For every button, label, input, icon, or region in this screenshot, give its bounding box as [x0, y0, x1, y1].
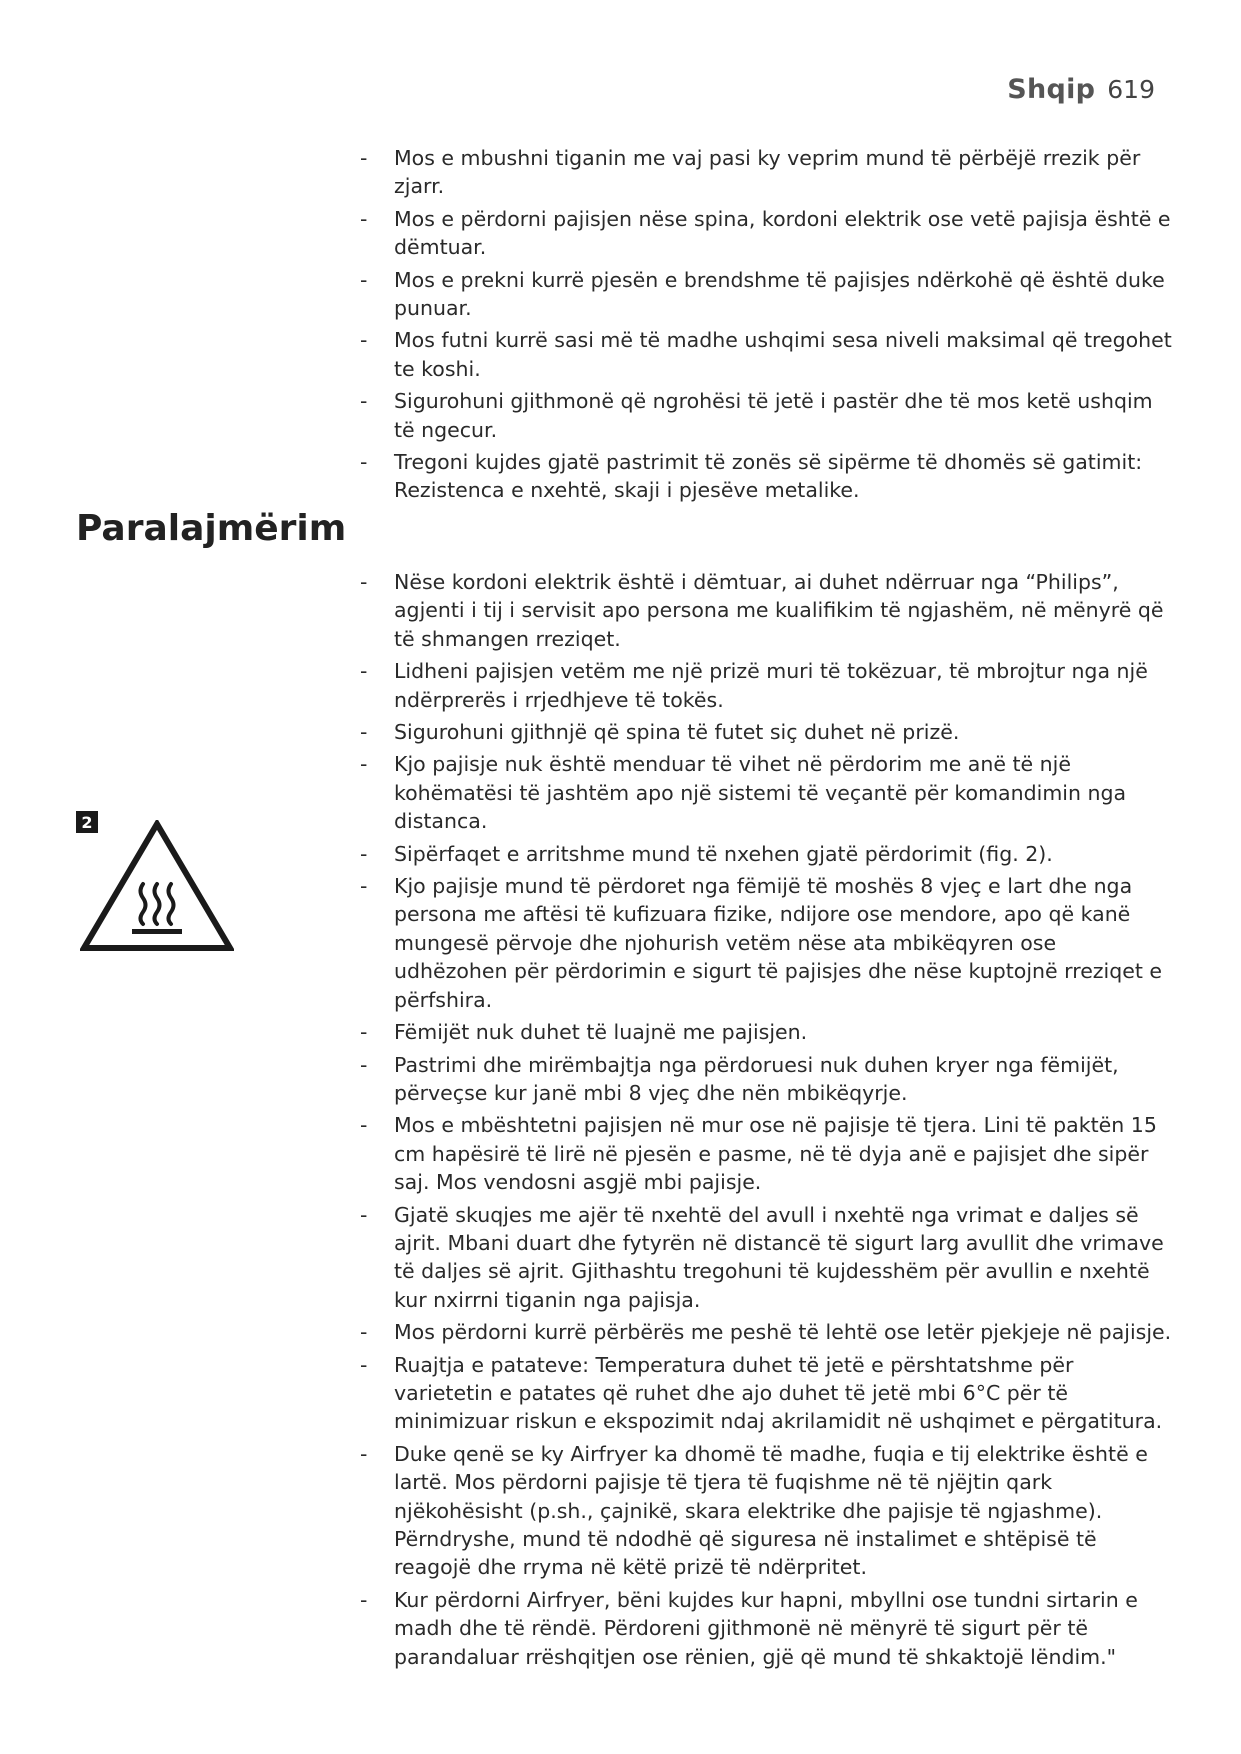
list-item: - Sigurohuni gjithmonë që ngrohësi të jetë i pastër dhe të mos ketë ushqim të ngecur. — [360, 389, 1153, 442]
list-item: - Kjo pajisje nuk është menduar të vihet në përdorim me anë të një kohëmatësi të jashtëm apo një sistemi të veçantë për komandimin nga distanca. — [360, 752, 1127, 834]
list-item: - Ruajtja e patateve: Temperatura duhet të jetë e përshtatshme për varietetin e patates që ruhet dhe ajo duhet të jetë mbi 6°C për të minimizuar riskun e ekspozimit ndaj akrilamidit në ushqimet e përgatitura. — [360, 1352, 1163, 1434]
list-item: - Mos e prekni kurrë pjesën e brendshme të pajisjes ndërkohë që është duke punuar. — [360, 267, 1165, 321]
list-item: - Mos e përdorni pajisjen nëse spina, kordoni elektrik ose vetë pajisja është e dëmtuar. — [360, 206, 1171, 260]
list-item: - Kjo pajisje mund të përdoret nga fëmijë të moshës 8 vjeç e lart dhe nga persona me aftësi të kufizuara fizike, ndijore ose mendore, apo që kanë mungesë përvoje dhe njohurish vetëm nëse ata mbikëqyren ose udhëzohen për përdorimin e sigurt të pajisjes dhe nëse kuptojnë rreziqet e përfshira. — [360, 874, 1163, 1012]
list-item: - Lidheni pajisjen vetëm me një prizë muri të tokëzuar, të mbrojtur nga një ndërprerës i rrjedhjeve të tokës. — [360, 659, 1148, 712]
page-header — [1007, 74, 1155, 105]
list-item: - Sigurohuni gjithnjë që spina të futet siç duhet në prizë. — [360, 720, 960, 745]
safety-list-top — [360, 144, 1172, 509]
list-item: - Fëmijët nuk duhet të luajnë me pajisjen. — [360, 1020, 808, 1045]
list-item: - Mos e mbushni tiganin me vaj pasi ky veprim mund të përbëjë rrezik për zjarr. — [360, 146, 1141, 199]
list-item: - Mos përdorni kurrë përbërës me peshë të lehtë ose letër pjekjeje në pajisje. — [360, 1320, 1172, 1345]
hot-surface-warning-icon — [80, 820, 234, 954]
section-title-warning: Paralajmërim — [76, 508, 347, 549]
list-item: - Pastrimi dhe mirëmbajtja nga përdoruesi nuk duhen kryer nga fëmijët, përveçse kur janë mbi 8 vjeç dhe nën mbikëqyrje. — [360, 1052, 1119, 1105]
warning-list — [360, 568, 1172, 1675]
list-item: - Mos e mbështetni pajisjen në mur ose në pajisje të tjera. Lini të paktën 15 cm hapësirë të lirë në pjesën e pasme, në të dyja anë e pajisjet dhe sipër saj. Mos vendosni asgjë mbi pajisje. — [360, 1113, 1157, 1195]
page-number: 619 — [1107, 75, 1155, 104]
list-item: - Nëse kordoni elektrik është i dëmtuar, ai duhet ndërruar nga “Philips”, agjenti i tij i servisit apo persona me kualifikim të ngjashëm, në mënyrë që të shmangen rreziqet. — [360, 570, 1164, 651]
list-item: - Sipërfaqet e arritshme mund të nxehen gjatë përdorimit (fig. 2). — [360, 841, 1053, 866]
list-item: - Mos futni kurrë sasi më të madhe ushqimi sesa niveli maksimal që tregohet te koshi. — [360, 328, 1172, 381]
figure-label: 2 — [76, 811, 98, 833]
list-item: - Tregoni kujdes gjatë pastrimit të zonës së sipërme të dhomës së gatimit: Rezistenca e nxehtë, skaji i pjesëve metalike. — [360, 450, 1143, 503]
header-language: Shqip — [1007, 74, 1096, 105]
list-item: - Duke qenë se ky Airfryer ka dhomë të madhe, fuqia e tij elektrike është e lartë. Mos përdorni pajisje të tjera të fuqishme në të njëjtin qark njëkohësisht (p.sh., çajnikë, skara elektrike dhe pajisje të ngjashme). Përndryshe, mund të ndodhë që siguresa në instalimet e shtëpisë të reagojë dhe rryma në këtë prizë të ndërpritet. — [360, 1441, 1148, 1580]
list-item: - Kur përdorni Airfryer, bëni kujdes kur hapni, mbyllni ose tundni sirtarin e madh dhe të rëndë. Përdoreni gjithmonë në mënyrë të sigurt për të parandaluar rrëshqitjen ose rënien, gjë që mund të shkaktojë lëndim." — [360, 1587, 1138, 1669]
list-item: - Gjatë skuqjes me ajër të nxehtë del avull i nxehtë nga vrimat e daljes së ajrit. Mbani duart dhe fytyrën në distancë të sigurt larg avullit dhe vrimave të daljes së ajrit. Gjithashtu tregohuni të kujdesshëm për avullin e nxehtë kur nxirrni tiganin nga pajisja. — [360, 1202, 1164, 1312]
